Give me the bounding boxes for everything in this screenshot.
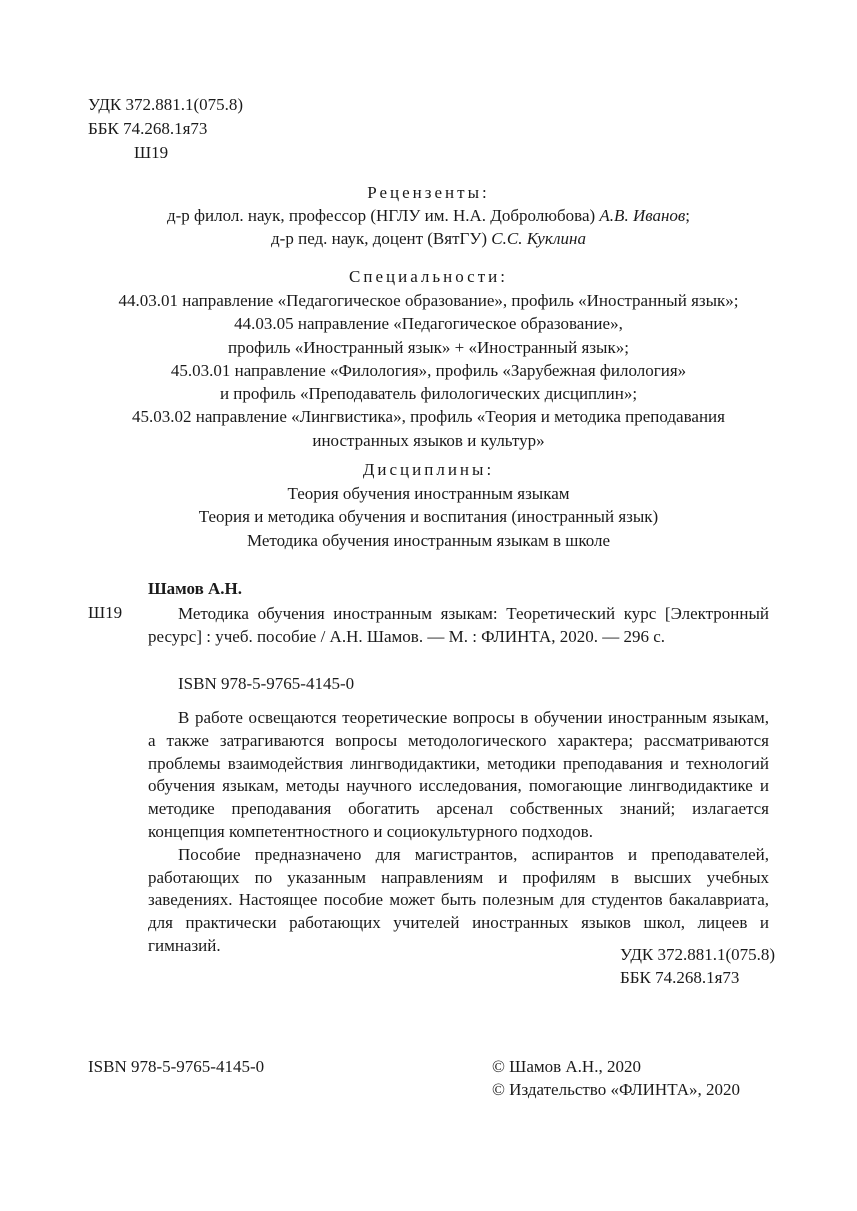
specialty-line: иностранных языков и культур» <box>312 430 545 450</box>
reviewer-separator: ; <box>685 206 691 225</box>
specialties-list <box>60 289 797 452</box>
reviewer-affiliation: д-р пед. наук, доцент (ВятГУ) <box>271 229 492 248</box>
author-sign: Ш19 <box>134 143 169 162</box>
reviewers-heading: Рецензенты: <box>367 183 490 202</box>
disciplines-list <box>60 482 797 552</box>
disciplines-heading: Дисциплины: <box>362 460 495 479</box>
bib-isbn: ISBN 978-5-9765-4145-0 <box>178 674 355 693</box>
annotation-paragraph: Пособие предназначено для магистрантов, аспирантов и преподавателей, работающих по указанным направлениям и профилям в высших учебных заведениях. Настоящее пособие может быть полезным для студентов бакалавриата, для практически работающих учителей иностранных языков школ, лицеев и гимназий. <box>148 844 769 955</box>
annotation-paragraph: В работе освещаются теоретические вопросы в обучении иностранным языкам, а также затрагиваются вопросы методологического характера; рассматриваются проблемы взаимодействия лингводидактики, методики преподавания и технологий обучения языкам, методы научного исследования, помогающие лингводидактике и методике преподавания обогатить арсенал собственных знаний; излагается концепция компетентностного и социокультурного подходов. <box>148 708 769 841</box>
reviewer-affiliation: д-р филол. наук, профессор (НГЛУ им. Н.А. Добролюбова) <box>166 206 600 225</box>
discipline-line: Теория обучения иностранным языкам <box>287 484 570 503</box>
specialty-line: 44.03.05 направление «Педагогическое образование», <box>234 314 623 334</box>
specialty-line: и профиль «Преподаватель филологических дисциплин»; <box>219 384 638 404</box>
udk-code: УДК 372.881.1(075.8) <box>88 95 244 114</box>
reviewer-line <box>60 228 797 251</box>
reviewer-name: А.В. Иванов <box>599 206 686 225</box>
reviewer-line <box>60 205 797 228</box>
discipline-line: Теория и методика обучения и воспитания (иностранный язык) <box>198 507 659 527</box>
specialty-line: 45.03.02 направление «Лингвистика», профиль «Теория и методика преподавания <box>132 407 725 427</box>
udk-classification: УДК 372.881.1(075.8) <box>620 945 776 964</box>
bib-description-text: Методика обучения иностранным языкам: Теоретический курс [Электронный ресурс] : учеб. пособие / А.Н. Шамов. — М. : ФЛИНТА, 2020. — 296 с. <box>148 604 769 646</box>
copyright-publisher: © Издательство «ФЛИНТА», 2020 <box>492 1080 741 1099</box>
specialty-line: 44.03.01 направление «Педагогическое образование», профиль «Иностранный язык»; <box>118 291 739 310</box>
annotation <box>148 707 769 958</box>
discipline-line: Методика обучения иностранным языкам в школе <box>246 530 611 550</box>
specialties-heading: Специальности: <box>349 267 508 286</box>
bib-author: Шамов А.Н. <box>148 579 243 598</box>
footer-isbn: ISBN 978-5-9765-4145-0 <box>88 1057 265 1076</box>
bib-author-sign: Ш19 <box>88 603 123 622</box>
copyright-author: © Шамов А.Н., 2020 <box>492 1057 641 1076</box>
specialty-line: профиль «Иностранный язык» + «Иностранный язык»; <box>228 337 629 357</box>
specialty-line: 45.03.01 направление «Филология», профиль «Зарубежная филология» <box>170 360 687 380</box>
bbk-code: ББК 74.268.1я73 <box>88 119 208 138</box>
bbk-classification: ББК 74.268.1я73 <box>620 968 740 987</box>
bib-description <box>148 602 769 648</box>
reviewer-name: С.С. Куклина <box>491 229 586 248</box>
